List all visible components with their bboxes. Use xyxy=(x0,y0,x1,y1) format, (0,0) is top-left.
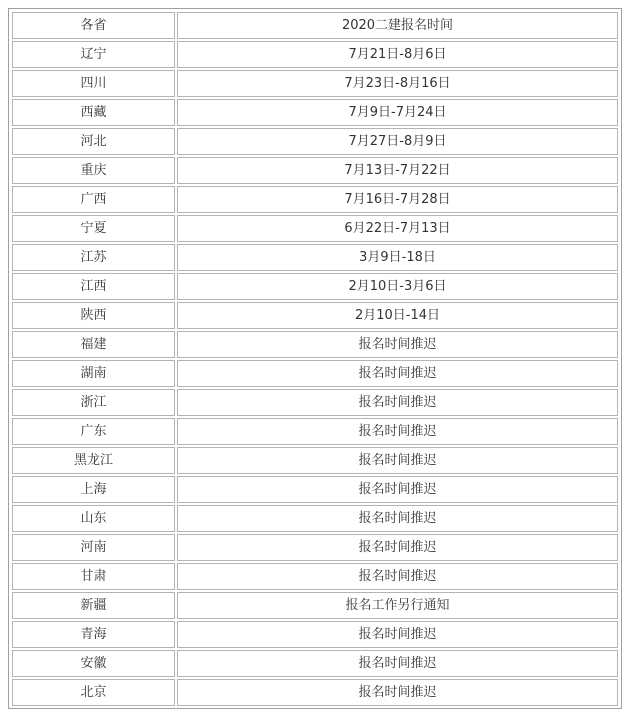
table-row xyxy=(12,41,618,68)
province-cell: 山东 xyxy=(12,505,175,532)
registration-time-cell: 2月10日-3月6日 xyxy=(177,273,618,300)
province-cell: 四川 xyxy=(12,70,175,97)
registration-time-cell: 报名时间推迟 xyxy=(177,476,618,503)
registration-time-cell: 报名时间推迟 xyxy=(177,447,618,474)
province-cell: 江苏 xyxy=(12,244,175,271)
header-province: 各省 xyxy=(12,12,175,39)
table-row xyxy=(12,128,618,155)
province-cell: 宁夏 xyxy=(12,215,175,242)
registration-time-cell: 7月9日-7月24日 xyxy=(177,99,618,126)
registration-time-cell: 7月13日-7月22日 xyxy=(177,157,618,184)
table-row xyxy=(12,360,618,387)
table-row xyxy=(12,563,618,590)
table-row xyxy=(12,99,618,126)
province-cell: 广东 xyxy=(12,418,175,445)
table-row xyxy=(12,534,618,561)
table-row xyxy=(12,621,618,648)
table-row xyxy=(12,679,618,706)
province-cell: 青海 xyxy=(12,621,175,648)
province-cell: 重庆 xyxy=(12,157,175,184)
registration-table-container xyxy=(8,8,622,709)
province-cell: 福建 xyxy=(12,331,175,358)
registration-time-cell: 7月21日-8月6日 xyxy=(177,41,618,68)
table-row xyxy=(12,650,618,677)
province-cell: 河北 xyxy=(12,128,175,155)
registration-time-cell: 报名时间推迟 xyxy=(177,389,618,416)
registration-time-cell: 6月22日-7月13日 xyxy=(177,215,618,242)
registration-time-cell: 3月9日-18日 xyxy=(177,244,618,271)
province-cell: 安徽 xyxy=(12,650,175,677)
table-header-row xyxy=(12,12,618,39)
registration-schedule-table xyxy=(10,10,620,708)
table-row xyxy=(12,157,618,184)
province-cell: 新疆 xyxy=(12,592,175,619)
province-cell: 湖南 xyxy=(12,360,175,387)
province-cell: 陕西 xyxy=(12,302,175,329)
table-row xyxy=(12,447,618,474)
table-row xyxy=(12,331,618,358)
table-row xyxy=(12,418,618,445)
province-cell: 北京 xyxy=(12,679,175,706)
province-cell: 西藏 xyxy=(12,99,175,126)
registration-time-cell: 7月27日-8月9日 xyxy=(177,128,618,155)
province-cell: 上海 xyxy=(12,476,175,503)
registration-time-cell: 报名时间推迟 xyxy=(177,505,618,532)
province-cell: 河南 xyxy=(12,534,175,561)
registration-time-cell: 报名时间推迟 xyxy=(177,563,618,590)
province-cell: 辽宁 xyxy=(12,41,175,68)
registration-time-cell: 报名时间推迟 xyxy=(177,650,618,677)
registration-time-cell: 报名时间推迟 xyxy=(177,418,618,445)
registration-time-cell: 报名时间推迟 xyxy=(177,679,618,706)
table-row xyxy=(12,70,618,97)
table-row xyxy=(12,592,618,619)
province-cell: 广西 xyxy=(12,186,175,213)
registration-time-cell: 报名时间推迟 xyxy=(177,331,618,358)
registration-time-cell: 报名工作另行通知 xyxy=(177,592,618,619)
table-row xyxy=(12,389,618,416)
province-cell: 浙江 xyxy=(12,389,175,416)
registration-time-cell: 7月16日-7月28日 xyxy=(177,186,618,213)
table-row xyxy=(12,302,618,329)
registration-time-cell: 报名时间推迟 xyxy=(177,534,618,561)
registration-time-cell: 报名时间推迟 xyxy=(177,621,618,648)
registration-time-cell: 2月10日-14日 xyxy=(177,302,618,329)
table-row xyxy=(12,244,618,271)
province-cell: 甘肃 xyxy=(12,563,175,590)
registration-time-cell: 7月23日-8月16日 xyxy=(177,70,618,97)
registration-time-cell: 报名时间推迟 xyxy=(177,360,618,387)
province-cell: 黑龙江 xyxy=(12,447,175,474)
table-row xyxy=(12,215,618,242)
province-cell: 江西 xyxy=(12,273,175,300)
table-row xyxy=(12,505,618,532)
table-row xyxy=(12,476,618,503)
table-row xyxy=(12,273,618,300)
table-row xyxy=(12,186,618,213)
header-registration-time: 2020二建报名时间 xyxy=(177,12,618,39)
